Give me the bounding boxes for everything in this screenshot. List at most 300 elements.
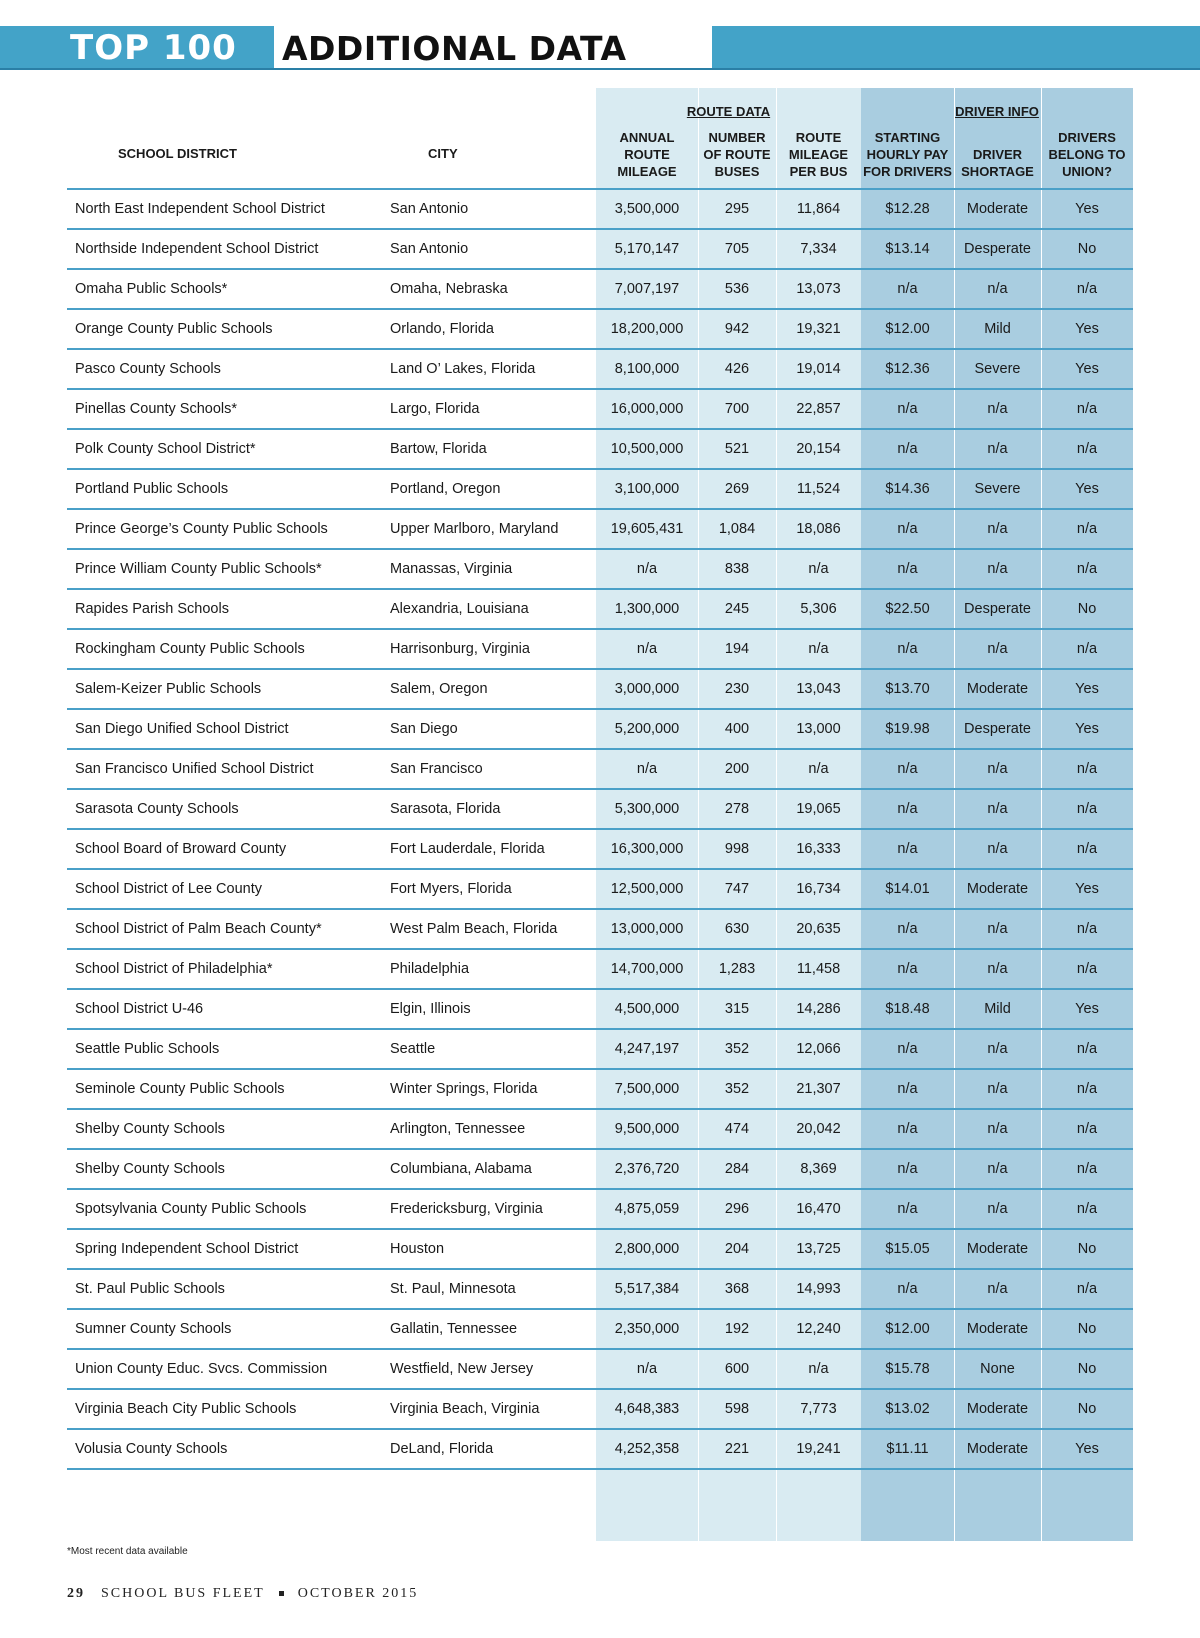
table-row [67, 1309, 1133, 1349]
header-line: ROUTE [795, 130, 842, 145]
cell-hourly-pay: n/a [861, 509, 954, 549]
table-row [67, 1189, 1133, 1229]
cell-mileage-per-bus: 19,014 [776, 349, 861, 389]
cell-annual-route-mileage: 4,247,197 [596, 1029, 698, 1069]
cell-route-buses: 352 [698, 1029, 776, 1069]
cell-school-district: Shelby County Schools [67, 1109, 382, 1149]
header-line: HOURLY PAY [866, 147, 949, 162]
cell-school-district: Seattle Public Schools [67, 1029, 382, 1069]
cell-annual-route-mileage: 7,500,000 [596, 1069, 698, 1109]
cell-city: St. Paul, Minnesota [382, 1269, 596, 1309]
cell-hourly-pay: $13.70 [861, 669, 954, 709]
cell-annual-route-mileage: 3,500,000 [596, 189, 698, 229]
cell-hourly-pay: $13.14 [861, 229, 954, 269]
table-row [67, 669, 1133, 709]
cell-hourly-pay: n/a [861, 1149, 954, 1189]
cell-mileage-per-bus: 7,334 [776, 229, 861, 269]
cell-city: San Antonio [382, 189, 596, 229]
header-line: ROUTE [624, 147, 670, 162]
cell-school-district: Spotsylvania County Public Schools [67, 1189, 382, 1229]
cell-hourly-pay: n/a [861, 629, 954, 669]
cell-mileage-per-bus: 18,086 [776, 509, 861, 549]
cell-school-district: Rapides Parish Schools [67, 589, 382, 629]
cell-school-district: School District of Philadelphia* [67, 949, 382, 989]
cell-city: Columbiana, Alabama [382, 1149, 596, 1189]
cell-route-buses: 838 [698, 549, 776, 589]
cell-school-district: Pasco County Schools [67, 349, 382, 389]
cell-annual-route-mileage: 12,500,000 [596, 869, 698, 909]
cell-hourly-pay: $19.98 [861, 709, 954, 749]
cell-city: Bartow, Florida [382, 429, 596, 469]
cell-annual-route-mileage: 16,300,000 [596, 829, 698, 869]
column-header-drivers-union [1041, 129, 1133, 180]
cell-hourly-pay: n/a [861, 1029, 954, 1069]
cell-union: n/a [1041, 749, 1133, 789]
cell-driver-shortage: n/a [954, 909, 1041, 949]
cell-mileage-per-bus: 11,864 [776, 189, 861, 229]
cell-hourly-pay: n/a [861, 789, 954, 829]
cell-annual-route-mileage: 3,100,000 [596, 469, 698, 509]
column-header-annual-route-mileage [596, 129, 698, 180]
table-row [67, 629, 1133, 669]
cell-school-district: Volusia County Schools [67, 1429, 382, 1469]
cell-school-district: Prince William County Public Schools* [67, 549, 382, 589]
table-row [67, 469, 1133, 509]
cell-union: n/a [1041, 829, 1133, 869]
header-line: SHORTAGE [961, 164, 1034, 179]
cell-mileage-per-bus: 8,369 [776, 1149, 861, 1189]
cell-union: n/a [1041, 509, 1133, 549]
cell-driver-shortage: n/a [954, 829, 1041, 869]
cell-city: Philadelphia [382, 949, 596, 989]
footnote: *Most recent data available [67, 1546, 188, 1557]
cell-union: Yes [1041, 709, 1133, 749]
cell-mileage-per-bus: 14,993 [776, 1269, 861, 1309]
column-header-number-of-route-buses [698, 129, 776, 180]
cell-school-district: Prince George’s County Public Schools [67, 509, 382, 549]
cell-union: n/a [1041, 629, 1133, 669]
group-header-route-data: ROUTE DATA [686, 104, 771, 119]
cell-annual-route-mileage: 9,500,000 [596, 1109, 698, 1149]
cell-city: Orlando, Florida [382, 309, 596, 349]
cell-union: n/a [1041, 789, 1133, 829]
cell-annual-route-mileage: 2,350,000 [596, 1309, 698, 1349]
cell-mileage-per-bus: 19,321 [776, 309, 861, 349]
cell-mileage-per-bus: 21,307 [776, 1069, 861, 1109]
table-row [67, 269, 1133, 309]
district-data-table [67, 188, 1133, 1470]
table-row [67, 349, 1133, 389]
cell-school-district: Omaha Public Schools* [67, 269, 382, 309]
cell-city: West Palm Beach, Florida [382, 909, 596, 949]
header-line: ANNUAL [619, 130, 675, 145]
table-row [67, 1229, 1133, 1269]
cell-union: Yes [1041, 469, 1133, 509]
cell-mileage-per-bus: 19,241 [776, 1429, 861, 1469]
cell-school-district: Virginia Beach City Public Schools [67, 1389, 382, 1429]
cell-route-buses: 221 [698, 1429, 776, 1469]
cell-driver-shortage: n/a [954, 429, 1041, 469]
column-header-starting-hourly-pay [861, 129, 954, 180]
cell-route-buses: 598 [698, 1389, 776, 1429]
cell-driver-shortage: Desperate [954, 589, 1041, 629]
cell-city: Gallatin, Tennessee [382, 1309, 596, 1349]
table-body [67, 189, 1133, 1469]
cell-route-buses: 284 [698, 1149, 776, 1189]
cell-driver-shortage: Severe [954, 349, 1041, 389]
cell-school-district: Union County Educ. Svcs. Commission [67, 1349, 382, 1389]
cell-route-buses: 352 [698, 1069, 776, 1109]
cell-union: n/a [1041, 269, 1133, 309]
cell-union: No [1041, 589, 1133, 629]
cell-route-buses: 426 [698, 349, 776, 389]
cell-hourly-pay: $12.36 [861, 349, 954, 389]
cell-annual-route-mileage: 18,200,000 [596, 309, 698, 349]
cell-mileage-per-bus: 13,000 [776, 709, 861, 749]
cell-hourly-pay: n/a [861, 389, 954, 429]
cell-city: Upper Marlboro, Maryland [382, 509, 596, 549]
cell-route-buses: 278 [698, 789, 776, 829]
cell-union: n/a [1041, 1269, 1133, 1309]
header-line: NUMBER [708, 130, 766, 145]
cell-city: Land O’ Lakes, Florida [382, 349, 596, 389]
table-row [67, 1349, 1133, 1389]
cell-union: n/a [1041, 1149, 1133, 1189]
cell-driver-shortage: n/a [954, 1189, 1041, 1229]
table-row [67, 989, 1133, 1029]
cell-driver-shortage: Mild [954, 989, 1041, 1029]
cell-school-district: School District U-46 [67, 989, 382, 1029]
cell-union: Yes [1041, 669, 1133, 709]
cell-mileage-per-bus: n/a [776, 1349, 861, 1389]
cell-driver-shortage: Desperate [954, 709, 1041, 749]
issue-date: OCTOBER 2015 [297, 1586, 419, 1601]
table-row [67, 509, 1133, 549]
header-line: BUSES [714, 164, 760, 179]
cell-hourly-pay: $12.00 [861, 1309, 954, 1349]
cell-hourly-pay: $11.11 [861, 1429, 954, 1469]
cell-school-district: Salem-Keizer Public Schools [67, 669, 382, 709]
table-row [67, 1269, 1133, 1309]
cell-driver-shortage: n/a [954, 1069, 1041, 1109]
cell-route-buses: 1,084 [698, 509, 776, 549]
cell-union: Yes [1041, 989, 1133, 1029]
cell-annual-route-mileage: 19,605,431 [596, 509, 698, 549]
cell-route-buses: 315 [698, 989, 776, 1029]
cell-route-buses: 194 [698, 629, 776, 669]
cell-hourly-pay: n/a [861, 1109, 954, 1149]
cell-city: Fort Lauderdale, Florida [382, 829, 596, 869]
cell-route-buses: 245 [698, 589, 776, 629]
cell-hourly-pay: $15.05 [861, 1229, 954, 1269]
cell-mileage-per-bus: 20,154 [776, 429, 861, 469]
header-line: BELONG TO [1048, 147, 1126, 162]
cell-annual-route-mileage: 8,100,000 [596, 349, 698, 389]
header-line: MILEAGE [617, 164, 677, 179]
cell-driver-shortage: None [954, 1349, 1041, 1389]
cell-mileage-per-bus: 19,065 [776, 789, 861, 829]
cell-hourly-pay: n/a [861, 429, 954, 469]
cell-union: n/a [1041, 1069, 1133, 1109]
cell-driver-shortage: Moderate [954, 669, 1041, 709]
cell-annual-route-mileage: 13,000,000 [596, 909, 698, 949]
cell-school-district: San Diego Unified School District [67, 709, 382, 749]
cell-mileage-per-bus: 12,066 [776, 1029, 861, 1069]
cell-hourly-pay: n/a [861, 1189, 954, 1229]
cell-annual-route-mileage: 3,000,000 [596, 669, 698, 709]
cell-school-district: Shelby County Schools [67, 1149, 382, 1189]
page-number: 29 [67, 1586, 85, 1601]
banner-title-additional-data: ADDITIONAL DATA [282, 29, 627, 68]
table-row [67, 1109, 1133, 1149]
column-header-school-district: SCHOOL DISTRICT [118, 146, 237, 161]
header-line: STARTING [874, 130, 941, 145]
cell-hourly-pay: $14.36 [861, 469, 954, 509]
cell-union: Yes [1041, 869, 1133, 909]
table-row [67, 949, 1133, 989]
cell-mileage-per-bus: 16,734 [776, 869, 861, 909]
cell-school-district: Sarasota County Schools [67, 789, 382, 829]
cell-mileage-per-bus: n/a [776, 629, 861, 669]
cell-mileage-per-bus: 16,333 [776, 829, 861, 869]
cell-school-district: School Board of Broward County [67, 829, 382, 869]
cell-school-district: North East Independent School District [67, 189, 382, 229]
cell-driver-shortage: Mild [954, 309, 1041, 349]
cell-school-district: Rockingham County Public Schools [67, 629, 382, 669]
cell-union: n/a [1041, 1189, 1133, 1229]
table-row [67, 1029, 1133, 1069]
header-line: DRIVER [972, 147, 1023, 162]
column-header-route-mileage-per-bus [776, 129, 861, 180]
banner-title-box [274, 26, 712, 70]
cell-annual-route-mileage: n/a [596, 749, 698, 789]
cell-mileage-per-bus: 11,458 [776, 949, 861, 989]
cell-union: n/a [1041, 549, 1133, 589]
cell-route-buses: 296 [698, 1189, 776, 1229]
cell-route-buses: 204 [698, 1229, 776, 1269]
cell-driver-shortage: Desperate [954, 229, 1041, 269]
separator-square [279, 1591, 284, 1596]
cell-union: n/a [1041, 1109, 1133, 1149]
cell-mileage-per-bus: 20,635 [776, 909, 861, 949]
cell-mileage-per-bus: n/a [776, 749, 861, 789]
banner-rule [0, 68, 1200, 70]
cell-school-district: School District of Lee County [67, 869, 382, 909]
cell-hourly-pay: $13.02 [861, 1389, 954, 1429]
cell-hourly-pay: n/a [861, 909, 954, 949]
publication-name: SCHOOL BUS FLEET [101, 1586, 265, 1601]
group-header-driver-info: DRIVER INFO [955, 104, 1039, 119]
cell-annual-route-mileage: 5,200,000 [596, 709, 698, 749]
cell-mileage-per-bus: 22,857 [776, 389, 861, 429]
banner-title-top100: TOP 100 [70, 28, 237, 68]
cell-annual-route-mileage: 4,500,000 [596, 989, 698, 1029]
cell-school-district: Spring Independent School District [67, 1229, 382, 1269]
table-row [67, 189, 1133, 229]
cell-annual-route-mileage: 10,500,000 [596, 429, 698, 469]
cell-city: Largo, Florida [382, 389, 596, 429]
cell-union: No [1041, 229, 1133, 269]
cell-city: Sarasota, Florida [382, 789, 596, 829]
cell-union: No [1041, 1389, 1133, 1429]
cell-mileage-per-bus: 16,470 [776, 1189, 861, 1229]
cell-hourly-pay: n/a [861, 829, 954, 869]
cell-hourly-pay: $12.00 [861, 309, 954, 349]
cell-city: Portland, Oregon [382, 469, 596, 509]
table-row [67, 789, 1133, 829]
cell-annual-route-mileage: 5,300,000 [596, 789, 698, 829]
cell-hourly-pay: $14.01 [861, 869, 954, 909]
cell-route-buses: 474 [698, 1109, 776, 1149]
cell-driver-shortage: Severe [954, 469, 1041, 509]
cell-city: Winter Springs, Florida [382, 1069, 596, 1109]
page-folio [67, 1586, 418, 1602]
cell-route-buses: 1,283 [698, 949, 776, 989]
cell-school-district: Portland Public Schools [67, 469, 382, 509]
cell-annual-route-mileage: 7,007,197 [596, 269, 698, 309]
cell-route-buses: 536 [698, 269, 776, 309]
cell-city: San Diego [382, 709, 596, 749]
cell-city: Fredericksburg, Virginia [382, 1189, 596, 1229]
cell-city: Harrisonburg, Virginia [382, 629, 596, 669]
cell-city: DeLand, Florida [382, 1429, 596, 1469]
column-header-driver-shortage [954, 146, 1041, 180]
header-line: DRIVERS [1058, 130, 1116, 145]
cell-city: Westfield, New Jersey [382, 1349, 596, 1389]
table-row [67, 749, 1133, 789]
cell-mileage-per-bus: 13,073 [776, 269, 861, 309]
cell-route-buses: 998 [698, 829, 776, 869]
cell-annual-route-mileage: 1,300,000 [596, 589, 698, 629]
cell-mileage-per-bus: 11,524 [776, 469, 861, 509]
cell-mileage-per-bus: 12,240 [776, 1309, 861, 1349]
cell-city: San Antonio [382, 229, 596, 269]
cell-city: Salem, Oregon [382, 669, 596, 709]
header-line: PER BUS [789, 164, 848, 179]
cell-union: No [1041, 1229, 1133, 1269]
cell-city: Arlington, Tennessee [382, 1109, 596, 1149]
cell-school-district: Polk County School District* [67, 429, 382, 469]
cell-mileage-per-bus: 14,286 [776, 989, 861, 1029]
table-row [67, 589, 1133, 629]
table-row [67, 829, 1133, 869]
cell-driver-shortage: Moderate [954, 1309, 1041, 1349]
cell-mileage-per-bus: 5,306 [776, 589, 861, 629]
cell-city: Houston [382, 1229, 596, 1269]
cell-driver-shortage: n/a [954, 629, 1041, 669]
cell-driver-shortage: n/a [954, 789, 1041, 829]
cell-route-buses: 630 [698, 909, 776, 949]
table-row [67, 1069, 1133, 1109]
cell-driver-shortage: n/a [954, 1109, 1041, 1149]
cell-route-buses: 747 [698, 869, 776, 909]
cell-hourly-pay: n/a [861, 749, 954, 789]
cell-hourly-pay: n/a [861, 269, 954, 309]
cell-annual-route-mileage: 4,875,059 [596, 1189, 698, 1229]
cell-school-district: Orange County Public Schools [67, 309, 382, 349]
cell-city: San Francisco [382, 749, 596, 789]
cell-annual-route-mileage: 4,252,358 [596, 1429, 698, 1469]
cell-route-buses: 700 [698, 389, 776, 429]
cell-route-buses: 705 [698, 229, 776, 269]
header-line: UNION? [1062, 164, 1112, 179]
cell-school-district: Sumner County Schools [67, 1309, 382, 1349]
cell-union: n/a [1041, 949, 1133, 989]
cell-driver-shortage: n/a [954, 509, 1041, 549]
table-row [67, 309, 1133, 349]
cell-driver-shortage: n/a [954, 749, 1041, 789]
cell-driver-shortage: n/a [954, 389, 1041, 429]
cell-school-district: Seminole County Public Schools [67, 1069, 382, 1109]
cell-city: Elgin, Illinois [382, 989, 596, 1029]
cell-school-district: Northside Independent School District [67, 229, 382, 269]
cell-driver-shortage: n/a [954, 949, 1041, 989]
cell-driver-shortage: Moderate [954, 1229, 1041, 1269]
cell-route-buses: 269 [698, 469, 776, 509]
cell-union: Yes [1041, 189, 1133, 229]
cell-annual-route-mileage: 16,000,000 [596, 389, 698, 429]
cell-annual-route-mileage: n/a [596, 549, 698, 589]
header-line: FOR DRIVERS [863, 164, 952, 179]
cell-annual-route-mileage: 14,700,000 [596, 949, 698, 989]
cell-union: Yes [1041, 349, 1133, 389]
cell-route-buses: 400 [698, 709, 776, 749]
cell-annual-route-mileage: 4,648,383 [596, 1389, 698, 1429]
cell-union: n/a [1041, 389, 1133, 429]
cell-route-buses: 600 [698, 1349, 776, 1389]
cell-mileage-per-bus: 13,725 [776, 1229, 861, 1269]
cell-driver-shortage: n/a [954, 1149, 1041, 1189]
cell-union: No [1041, 1309, 1133, 1349]
cell-school-district: St. Paul Public Schools [67, 1269, 382, 1309]
cell-route-buses: 230 [698, 669, 776, 709]
cell-city: Omaha, Nebraska [382, 269, 596, 309]
cell-mileage-per-bus: 7,773 [776, 1389, 861, 1429]
cell-driver-shortage: n/a [954, 269, 1041, 309]
cell-union: No [1041, 1349, 1133, 1389]
cell-union: n/a [1041, 1029, 1133, 1069]
cell-mileage-per-bus: 13,043 [776, 669, 861, 709]
cell-route-buses: 942 [698, 309, 776, 349]
cell-route-buses: 521 [698, 429, 776, 469]
cell-driver-shortage: n/a [954, 1269, 1041, 1309]
cell-driver-shortage: Moderate [954, 1429, 1041, 1469]
cell-hourly-pay: $18.48 [861, 989, 954, 1029]
cell-hourly-pay: $22.50 [861, 589, 954, 629]
cell-annual-route-mileage: 2,800,000 [596, 1229, 698, 1269]
cell-driver-shortage: n/a [954, 1029, 1041, 1069]
cell-driver-shortage: Moderate [954, 869, 1041, 909]
cell-annual-route-mileage: n/a [596, 1349, 698, 1389]
table-row [67, 429, 1133, 469]
cell-hourly-pay: n/a [861, 949, 954, 989]
header-line: MILEAGE [788, 147, 849, 162]
cell-union: n/a [1041, 429, 1133, 469]
cell-hourly-pay: $15.78 [861, 1349, 954, 1389]
cell-city: Seattle [382, 1029, 596, 1069]
table-row [67, 229, 1133, 269]
cell-driver-shortage: Moderate [954, 189, 1041, 229]
cell-city: Alexandria, Louisiana [382, 589, 596, 629]
cell-city: Fort Myers, Florida [382, 869, 596, 909]
cell-school-district: School District of Palm Beach County* [67, 909, 382, 949]
cell-annual-route-mileage: 5,517,384 [596, 1269, 698, 1309]
cell-union: Yes [1041, 1429, 1133, 1469]
cell-mileage-per-bus: n/a [776, 549, 861, 589]
cell-route-buses: 368 [698, 1269, 776, 1309]
table-row [67, 869, 1133, 909]
cell-school-district: Pinellas County Schools* [67, 389, 382, 429]
